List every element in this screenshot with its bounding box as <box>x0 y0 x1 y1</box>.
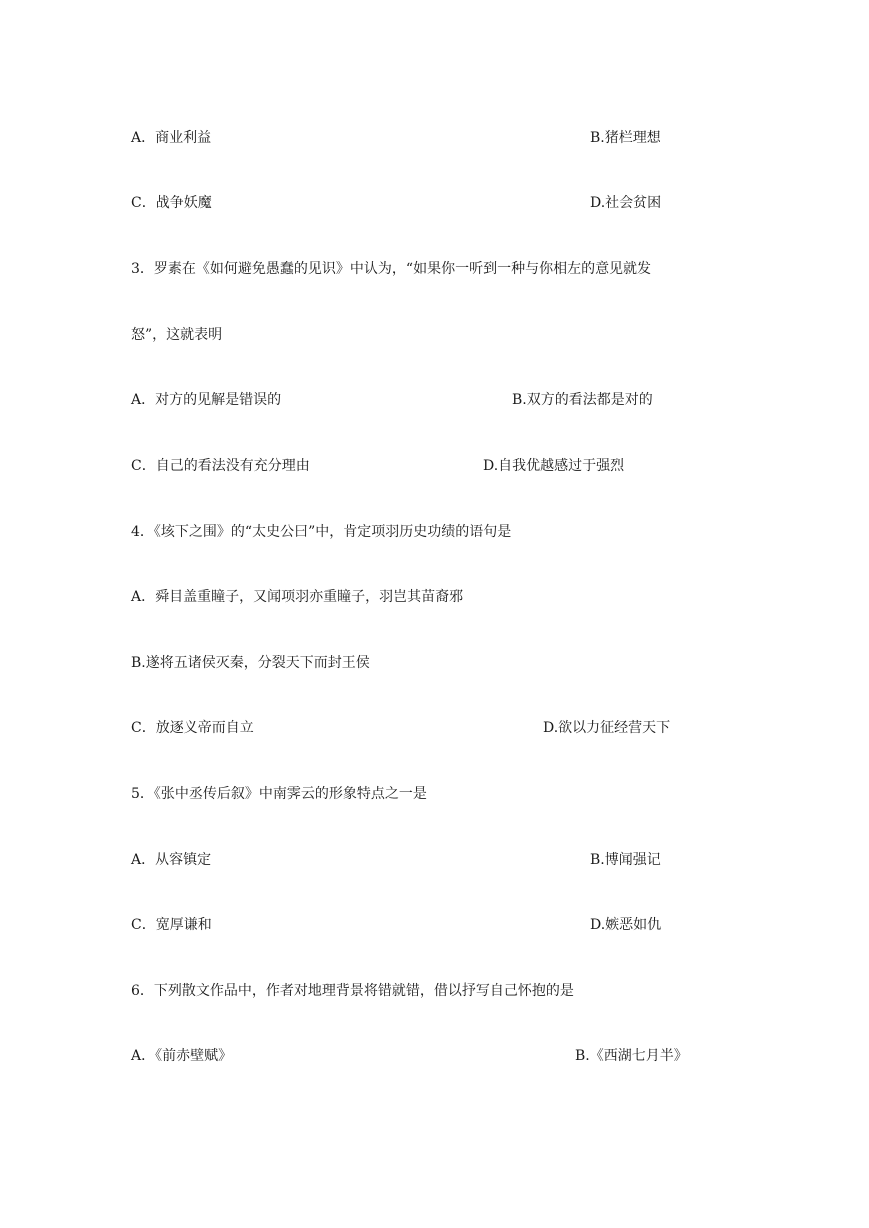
q5-option-c: C．宽厚谦和 <box>131 917 212 933</box>
q3-option-b: B.双方的看法都是对的 <box>512 392 653 408</box>
q5-stem: 5．《张中丞传后叙》中南霁云的形象特点之一是 <box>131 786 427 802</box>
q3-option-d: D.自我优越感过于强烈 <box>483 458 625 474</box>
q3-option-a: A．对方的见解是错误的 <box>131 392 282 408</box>
q2-option-c: C．战争妖魔 <box>131 195 212 211</box>
q5-option-b: B.博闻强记 <box>590 852 661 868</box>
q5-option-d: D.嫉恶如仇 <box>590 917 662 933</box>
q2-option-d: D.社会贫困 <box>590 195 662 211</box>
q4-option-c: C．放逐义帝而自立 <box>131 720 254 736</box>
q2-option-a: A．商业利益 <box>131 130 212 146</box>
q4-option-d: D.欲以力征经营天下 <box>543 720 671 736</box>
q3-stem-line1: 3．罗素在《如何避免愚蠢的见识》中认为，“如果你一听到一种与你相左的意见就发 <box>131 261 652 277</box>
q6-option-b: B.《西湖七月半》 <box>575 1048 688 1064</box>
q6-stem: 6．下列散文作品中，作者对地理背景将错就错，借以抒写自己怀抱的是 <box>131 983 574 999</box>
q2-option-b: B.猪栏理想 <box>590 130 661 146</box>
q6-option-a: A．《前赤壁赋》 <box>131 1048 233 1064</box>
q3-stem-line2: 怒”，这就表明 <box>131 327 223 343</box>
q5-option-a: A．从容镇定 <box>131 852 212 868</box>
q3-option-c: C．自己的看法没有充分理由 <box>131 458 310 474</box>
q4-option-a: A．舜目盖重瞳子，又闻项羽亦重瞳子，羽岂其苗裔邪 <box>131 589 464 605</box>
q4-option-b: B.遂将五诸侯灭秦，分裂天下而封王侯 <box>131 655 370 671</box>
q4-stem: 4．《垓下之围》的“太史公曰”中，肯定项羽历史功绩的语句是 <box>131 524 512 540</box>
